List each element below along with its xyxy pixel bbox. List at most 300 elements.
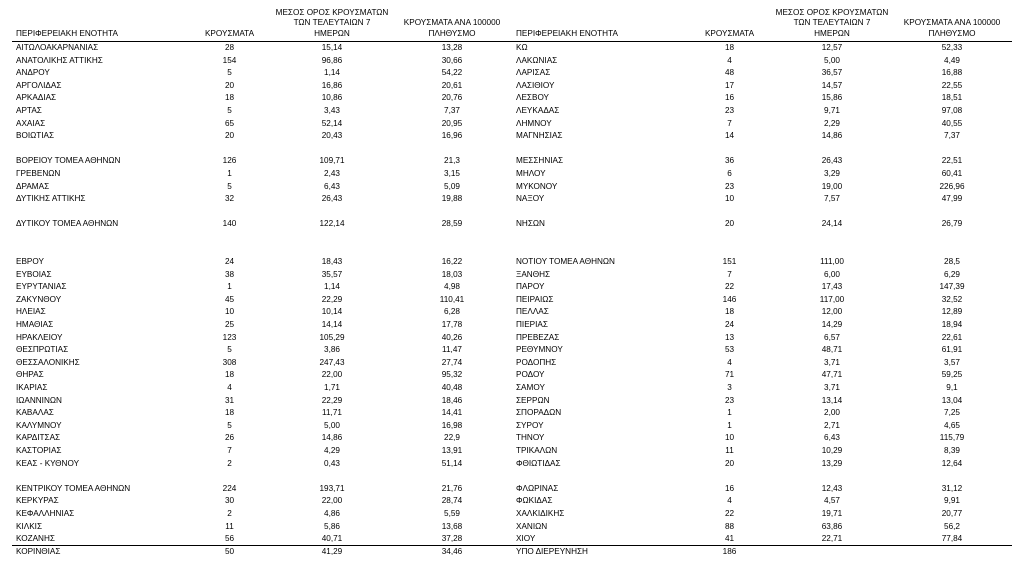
right-avg7: 6,00 — [824, 269, 840, 279]
left-cases: 5 — [227, 345, 232, 355]
header-avg-left-line2: ΤΩΝ ΤΕΛΕΥΤΑΙΩΝ 7 — [293, 18, 371, 27]
spacer-cell — [892, 244, 1012, 257]
left-avg7: 3,86 — [324, 345, 340, 355]
table-spacer-row — [12, 244, 1012, 257]
left-per100k: 6,28 — [444, 307, 460, 317]
spacer-cell — [772, 143, 892, 156]
right-per100k: 4,49 — [944, 55, 960, 65]
right-cases: 11 — [725, 446, 734, 455]
table-row — [12, 92, 1012, 105]
left-cases: 50 — [224, 546, 235, 556]
right-per100k: 22,55 — [941, 80, 963, 90]
left-avg7: 1,14 — [324, 282, 340, 292]
left-region-name: ΚΑΛΥΜΝΟΥ — [16, 420, 62, 430]
right-avg7: 17,43 — [821, 282, 843, 292]
left-cases: 2 — [227, 508, 232, 518]
left-cases: 123 — [222, 332, 237, 342]
header-region-right: ΠΕΡΙΦΕΡΕΙΑΚΗ ΕΝΟΤΗΤΑ — [512, 29, 687, 42]
left-per100k: 20,61 — [441, 80, 463, 90]
spacer-cell — [687, 470, 772, 483]
left-per100k: 27,74 — [441, 357, 463, 367]
left-avg7: 41,29 — [321, 546, 343, 556]
left-region-name: ΑΡΚΑΔΙΑΣ — [16, 93, 57, 103]
spacer-cell — [392, 470, 512, 483]
right-avg7: 24,14 — [821, 219, 843, 229]
table-row — [12, 155, 1012, 168]
left-region-name: ΑΙΤΩΛΟΑΚΑΡΝΑΝΙΑΣ — [16, 43, 99, 52]
left-region-name: ΚΕΑΣ - ΚΥΘΝΟΥ — [16, 458, 80, 468]
left-cases: 24 — [224, 257, 235, 267]
table-spacer-row — [12, 143, 1012, 156]
right-cases: 1 — [727, 408, 732, 418]
spacer-cell — [512, 206, 687, 219]
left-cases: 2 — [227, 458, 232, 468]
right-per100k: 32,52 — [941, 294, 963, 304]
left-per100k: 5,09 — [444, 181, 460, 191]
left-avg7: 122,14 — [319, 219, 345, 229]
right-per100k: 13,04 — [941, 395, 963, 405]
left-per100k: 3,15 — [444, 168, 460, 178]
right-region-name: ΡΟΔΟΠΗΣ — [516, 357, 557, 367]
right-per100k: 22,51 — [941, 156, 963, 166]
left-cases: 154 — [222, 55, 237, 65]
right-per100k: 12,89 — [941, 307, 963, 317]
table-bottom-rule — [12, 545, 1012, 546]
left-region-name: ΗΜΑΘΙΑΣ — [16, 320, 54, 330]
left-per100k: 54,22 — [441, 68, 463, 78]
left-avg7: 105,29 — [319, 332, 345, 342]
left-per100k: 18,46 — [441, 395, 463, 405]
header-region-left: ΠΕΡΙΦΕΡΕΙΑΚΗ ΕΝΟΤΗΤΑ — [12, 29, 187, 42]
right-region-name: ΣΕΡΡΩΝ — [516, 395, 550, 405]
right-region-name: ΛΗΜΝΟΥ — [516, 118, 552, 128]
spacer-cell — [892, 231, 1012, 244]
right-per100k: 3,57 — [944, 357, 960, 367]
spacer-cell — [12, 231, 187, 244]
left-avg7: 1,71 — [324, 383, 340, 393]
header-per100-left-top — [392, 8, 512, 29]
right-cases: 151 — [722, 257, 737, 267]
right-region-name: ΧΙΟΥ — [516, 534, 536, 544]
right-per100k: 52,33 — [941, 43, 963, 52]
right-region-name: ΜΕΣΣΗΝΙΑΣ — [516, 156, 564, 166]
right-avg7: 12,43 — [821, 483, 843, 493]
right-region-name: ΝΑΞΟΥ — [516, 194, 545, 204]
spacer-cell — [272, 206, 392, 219]
spacer-cell — [512, 470, 687, 483]
left-avg7: 247,43 — [319, 357, 345, 367]
left-cases: 10 — [224, 307, 235, 317]
left-region-name: ΑΡΓΟΛΙΔΑΣ — [16, 80, 62, 90]
left-per100k: 18,03 — [441, 269, 463, 279]
left-cases: 5 — [227, 420, 232, 430]
table-row — [12, 168, 1012, 181]
right-per100k: 9,1 — [946, 383, 958, 393]
table-header — [12, 8, 1012, 42]
left-cases: 5 — [227, 68, 232, 78]
right-region-name: ΠΕΙΡΑΙΩΣ — [516, 294, 554, 304]
left-avg7: 5,86 — [324, 521, 340, 531]
left-avg7: 16,86 — [321, 80, 343, 90]
right-region-name: ΧΑΛΚΙΔΙΚΗΣ — [516, 508, 565, 518]
right-region-name: ΜΥΚΟΝΟΥ — [516, 181, 558, 191]
spacer-cell — [687, 244, 772, 257]
header-blank-right — [512, 8, 687, 29]
left-cases: 1 — [227, 282, 232, 292]
right-cases: 23 — [724, 181, 735, 191]
left-cases: 45 — [224, 294, 235, 304]
left-avg7: 14,86 — [321, 433, 343, 443]
right-cases: 16 — [724, 93, 735, 103]
right-region-name: ΤΡΙΚΑΛΩΝ — [516, 446, 558, 455]
right-per100k: 61,91 — [941, 345, 963, 355]
left-avg7: 4,86 — [324, 508, 340, 518]
right-avg7: 22,71 — [821, 534, 843, 544]
right-avg7: 6,57 — [824, 332, 840, 342]
right-avg7 — [772, 546, 892, 559]
header-per100-right-line1: ΚΡΟΥΣΜΑΤΑ ΑΝΑ 100000 — [903, 18, 1001, 27]
left-region-name: ΘΗΡΑΣ — [16, 370, 44, 380]
right-per100k: 8,39 — [944, 446, 960, 455]
left-avg7: 96,86 — [321, 55, 343, 65]
left-avg7: 52,14 — [321, 118, 343, 128]
left-per100k: 20,95 — [441, 118, 463, 128]
right-region-name: ΠΙΕΡΙΑΣ — [516, 320, 548, 330]
spacer-cell — [272, 143, 392, 156]
right-avg7: 10,29 — [821, 446, 843, 455]
spacer-cell — [772, 206, 892, 219]
right-cases: 7 — [727, 269, 732, 279]
right-avg7: 2,29 — [824, 118, 840, 128]
right-region-name: ΛΑΡΙΣΑΣ — [516, 68, 551, 78]
right-per100k: 7,25 — [944, 408, 960, 418]
header-per100-left-line1: ΚΡΟΥΣΜΑΤΑ ΑΝΑ 100000 — [403, 18, 501, 27]
table-row — [12, 181, 1012, 194]
header-row-top — [12, 8, 1012, 29]
left-region-name: ΒΟΡΕΙΟΥ ΤΟΜΕΑ ΑΘΗΝΩΝ — [16, 156, 121, 166]
right-region-name: ΦΛΩΡΙΝΑΣ — [516, 483, 559, 493]
spacer-cell — [272, 470, 392, 483]
left-cases: 5 — [227, 105, 232, 115]
right-cases: 4 — [727, 357, 732, 367]
header-avg-right-top — [772, 8, 892, 29]
right-avg7: 3,71 — [824, 383, 840, 393]
right-cases: 24 — [724, 320, 735, 330]
left-cases: 25 — [224, 320, 235, 330]
right-region-name: ΛΑΚΩΝΙΑΣ — [516, 55, 558, 65]
left-per100k: 51,14 — [441, 458, 463, 468]
left-region-name: ΙΩΑΝΝΙΝΩΝ — [16, 395, 62, 405]
left-avg7: 109,71 — [319, 156, 345, 166]
table-row — [12, 306, 1012, 319]
right-avg7: 13,14 — [821, 395, 843, 405]
left-per100k: 13,91 — [441, 446, 463, 455]
right-cases: 4 — [727, 55, 732, 65]
right-region-name: ΦΘΙΩΤΙΔΑΣ — [516, 458, 561, 468]
table-row — [12, 42, 1012, 55]
spacer-cell — [512, 143, 687, 156]
left-avg7: 2,43 — [324, 168, 340, 178]
left-region-name: ΒΟΙΩΤΙΑΣ — [16, 131, 55, 141]
right-region-name: ΠΡΕΒΕΖΑΣ — [516, 332, 560, 342]
right-avg7: 111,00 — [820, 257, 844, 267]
left-cases: 126 — [222, 156, 237, 166]
right-region-name: ΜΑΓΝΗΣΙΑΣ — [516, 131, 563, 141]
table-row — [12, 269, 1012, 282]
right-avg7: 15,86 — [821, 93, 843, 103]
right-region-name: ΡΟΔΟΥ — [516, 370, 545, 380]
header-blank-left — [12, 8, 187, 29]
left-cases: 30 — [224, 496, 235, 506]
spacer-cell — [892, 143, 1012, 156]
right-avg7: 12,00 — [821, 307, 843, 317]
left-region-name: ΗΛΕΙΑΣ — [16, 307, 46, 317]
right-per100k: 6,29 — [944, 269, 960, 279]
right-cases: 88 — [724, 521, 735, 531]
left-avg7: 40,71 — [321, 534, 343, 544]
table-row — [12, 281, 1012, 294]
header-avg-right-line2: ΤΩΝ ΤΕΛΕΥΤΑΙΩΝ 7 — [793, 18, 871, 27]
left-avg7: 10,86 — [321, 93, 343, 103]
left-per100k: 19,88 — [441, 194, 463, 204]
header-per100-left-line2: ΠΛΗΘΥΣΜΟ — [392, 29, 512, 42]
right-per100k: 18,51 — [941, 93, 963, 103]
right-avg7: 19,00 — [821, 181, 843, 191]
left-region-name: ΑΝΑΤΟΛΙΚΗΣ ΑΤΤΙΚΗΣ — [16, 55, 103, 65]
table-row — [12, 546, 1012, 559]
right-region-name: ΤΗΝΟΥ — [516, 433, 545, 443]
right-avg7: 7,57 — [824, 194, 840, 204]
left-cases: 140 — [222, 219, 237, 229]
spacer-cell — [687, 143, 772, 156]
header-avg-left-line3: ΗΜΕΡΩΝ — [272, 29, 392, 42]
right-per100k: 16,88 — [941, 68, 963, 78]
right-cases: 22 — [724, 508, 735, 518]
header-cases-right: ΚΡΟΥΣΜΑΤΑ — [687, 29, 772, 42]
left-region-name: ΗΡΑΚΛΕΙΟΥ — [16, 332, 63, 342]
left-cases: 18 — [224, 370, 235, 380]
spacer-cell — [687, 231, 772, 244]
left-cases: 65 — [224, 118, 235, 128]
right-cases: 17 — [724, 80, 735, 90]
left-cases: 4 — [227, 383, 232, 393]
left-region-name: ΚΕΦΑΛΛΗΝΙΑΣ — [16, 508, 75, 518]
left-per100k: 34,46 — [441, 546, 463, 556]
right-cases: 23 — [724, 105, 735, 115]
table-spacer-row — [12, 206, 1012, 219]
table-row — [12, 105, 1012, 118]
left-per100k: 13,28 — [441, 43, 463, 52]
right-per100k: 40,55 — [941, 118, 963, 128]
right-per100k: 31,12 — [941, 483, 963, 493]
spacer-cell — [187, 231, 272, 244]
table-spacer-row — [12, 231, 1012, 244]
left-per100k: 110,41 — [439, 294, 465, 304]
left-region-name: ΚΑΣΤΟΡΙΑΣ — [16, 446, 62, 455]
left-cases: 1 — [227, 168, 232, 178]
right-region-name: ΝΗΣΩΝ — [516, 219, 545, 229]
table-row — [12, 508, 1012, 521]
right-avg7: 26,43 — [821, 156, 843, 166]
right-avg7: 6,43 — [824, 433, 840, 443]
left-avg7: 22,00 — [321, 496, 343, 506]
right-per100k: 20,77 — [941, 508, 963, 518]
left-avg7: 26,43 — [321, 194, 343, 204]
right-region-name: ΞΑΝΘΗΣ — [516, 269, 551, 279]
left-avg7: 6,43 — [324, 181, 340, 191]
left-cases: 224 — [222, 483, 237, 493]
left-per100k: 17,78 — [441, 320, 463, 330]
spacer-cell — [772, 470, 892, 483]
header-blank-cases-left — [187, 8, 272, 29]
left-per100k: 16,98 — [441, 420, 463, 430]
right-region-name: ΥΠΟ ΔΙΕΡΕΥΝΗΣΗ — [516, 546, 588, 556]
left-cases: 56 — [224, 534, 235, 544]
spacer-cell — [272, 244, 392, 257]
spacer-cell — [12, 244, 187, 257]
right-cases: 10 — [724, 433, 735, 443]
left-region-name: ΑΝΔΡΟΥ — [16, 68, 50, 78]
spacer-cell — [272, 231, 392, 244]
table-row — [12, 407, 1012, 420]
right-region-name: ΠΕΛΛΑΣ — [516, 307, 549, 317]
right-region-name: ΛΕΣΒΟΥ — [516, 93, 550, 103]
table-row — [12, 319, 1012, 332]
right-avg7: 13,29 — [821, 458, 843, 468]
left-region-name: ΚΟΡΙΝΘΙΑΣ — [16, 546, 61, 556]
table-row — [12, 80, 1012, 93]
left-per100k: 4,98 — [444, 282, 460, 292]
right-avg7: 9,71 — [824, 105, 840, 115]
right-cases: 22 — [724, 282, 735, 292]
left-cases: 20 — [224, 80, 235, 90]
left-per100k: 30,66 — [441, 55, 463, 65]
table-row — [12, 294, 1012, 307]
right-region-name: ΚΩ — [516, 43, 528, 52]
left-region-name: ΕΒΡΟΥ — [16, 257, 44, 267]
left-region-name: ΘΕΣΠΡΩΤΙΑΣ — [16, 345, 69, 355]
right-region-name: ΣΥΡΟΥ — [516, 420, 544, 430]
right-cases: 18 — [724, 307, 735, 317]
header-per100-right-line2: ΠΛΗΘΥΣΜΟ — [892, 29, 1012, 42]
left-cases: 308 — [222, 357, 237, 367]
left-avg7: 22,29 — [321, 294, 343, 304]
right-region-name: ΡΕΘΥΜΝΟΥ — [516, 345, 563, 355]
right-per100k: 59,25 — [941, 370, 963, 380]
left-avg7: 5,00 — [324, 420, 340, 430]
right-per100k: 12,64 — [941, 458, 963, 468]
table-row — [12, 382, 1012, 395]
table-row — [12, 521, 1012, 534]
left-region-name: ΔΥΤΙΚΟΥ ΤΟΜΕΑ ΑΘΗΝΩΝ — [16, 219, 119, 229]
left-region-name: ΓΡΕΒΕΝΩΝ — [16, 168, 61, 178]
header-avg-left-line1: ΜΕΣΟΣ ΟΡΟΣ ΚΡΟΥΣΜΑΤΩΝ — [275, 8, 389, 17]
spacer-cell — [187, 470, 272, 483]
table-row — [12, 420, 1012, 433]
right-per100k: 56,2 — [944, 521, 960, 531]
left-cases: 26 — [224, 433, 235, 443]
header-cases-left: ΚΡΟΥΣΜΑΤΑ — [187, 29, 272, 42]
left-avg7: 1,14 — [324, 68, 340, 78]
spacer-cell — [892, 206, 1012, 219]
left-region-name: ΚΑΡΔΙΤΣΑΣ — [16, 433, 61, 443]
right-region-name: ΧΑΝΙΩΝ — [516, 521, 548, 531]
left-avg7: 18,43 — [321, 257, 343, 267]
right-per100k: 28,5 — [944, 257, 960, 267]
left-avg7: 0,43 — [324, 458, 340, 468]
left-avg7: 22,00 — [321, 370, 343, 380]
right-cases: 18 — [724, 43, 735, 52]
left-avg7: 20,43 — [321, 131, 343, 141]
table-row — [12, 483, 1012, 496]
left-avg7: 193,71 — [319, 483, 345, 493]
right-cases: 20 — [724, 458, 735, 468]
right-cases: 6 — [727, 168, 732, 178]
right-avg7: 47,71 — [821, 370, 843, 380]
left-region-name: ΚΙΛΚΙΣ — [16, 521, 43, 531]
right-per100k: 26,79 — [941, 219, 963, 229]
table-row — [12, 458, 1012, 471]
right-cases: 10 — [724, 194, 735, 204]
right-avg7: 63,86 — [821, 521, 843, 531]
right-avg7: 36,57 — [821, 68, 843, 78]
table-row — [12, 218, 1012, 231]
right-cases: 53 — [724, 345, 735, 355]
left-region-name: ΕΥΒΟΙΑΣ — [16, 269, 52, 279]
right-avg7: 5,00 — [824, 55, 840, 65]
spacer-cell — [512, 231, 687, 244]
left-region-name: ΚΟΖΑΝΗΣ — [16, 534, 55, 544]
header-row-bottom — [12, 29, 1012, 42]
table-row — [12, 118, 1012, 131]
right-cases: 71 — [724, 370, 735, 380]
spacer-cell — [772, 244, 892, 257]
right-region-name: ΛΕΥΚΑΔΑΣ — [516, 105, 560, 115]
right-cases: 14 — [724, 131, 735, 141]
right-region-name: ΣΑΜΟΥ — [516, 383, 545, 393]
right-region-name: ΦΩΚΙΔΑΣ — [516, 496, 553, 506]
left-cases: 31 — [224, 395, 235, 405]
table-row — [12, 55, 1012, 68]
right-per100k: 97,08 — [941, 105, 963, 115]
left-region-name: ΔΡΑΜΑΣ — [16, 181, 50, 191]
spacer-cell — [392, 244, 512, 257]
right-avg7: 2,71 — [824, 420, 840, 430]
right-avg7: 3,71 — [824, 357, 840, 367]
table-row — [12, 533, 1012, 546]
table-row — [12, 445, 1012, 458]
table-spacer-row — [12, 470, 1012, 483]
right-avg7: 14,57 — [821, 80, 843, 90]
right-avg7: 14,86 — [821, 131, 843, 141]
right-avg7: 12,57 — [821, 43, 843, 52]
left-cases: 7 — [227, 446, 232, 455]
right-per100k: 9,91 — [944, 496, 960, 506]
spacer-cell — [512, 244, 687, 257]
left-cases: 38 — [224, 269, 235, 279]
left-cases: 28 — [224, 43, 235, 52]
spacer-cell — [12, 206, 187, 219]
left-per100k: 16,22 — [441, 257, 463, 267]
left-per100k: 16,96 — [441, 131, 463, 141]
right-cases: 3 — [727, 383, 732, 393]
spacer-cell — [772, 231, 892, 244]
right-cases: 186 — [722, 546, 737, 556]
right-region-name: ΛΑΣΙΘΙΟΥ — [516, 80, 555, 90]
right-avg7: 117,00 — [819, 294, 845, 304]
left-per100k: 7,37 — [444, 105, 460, 115]
right-cases: 16 — [724, 483, 735, 493]
